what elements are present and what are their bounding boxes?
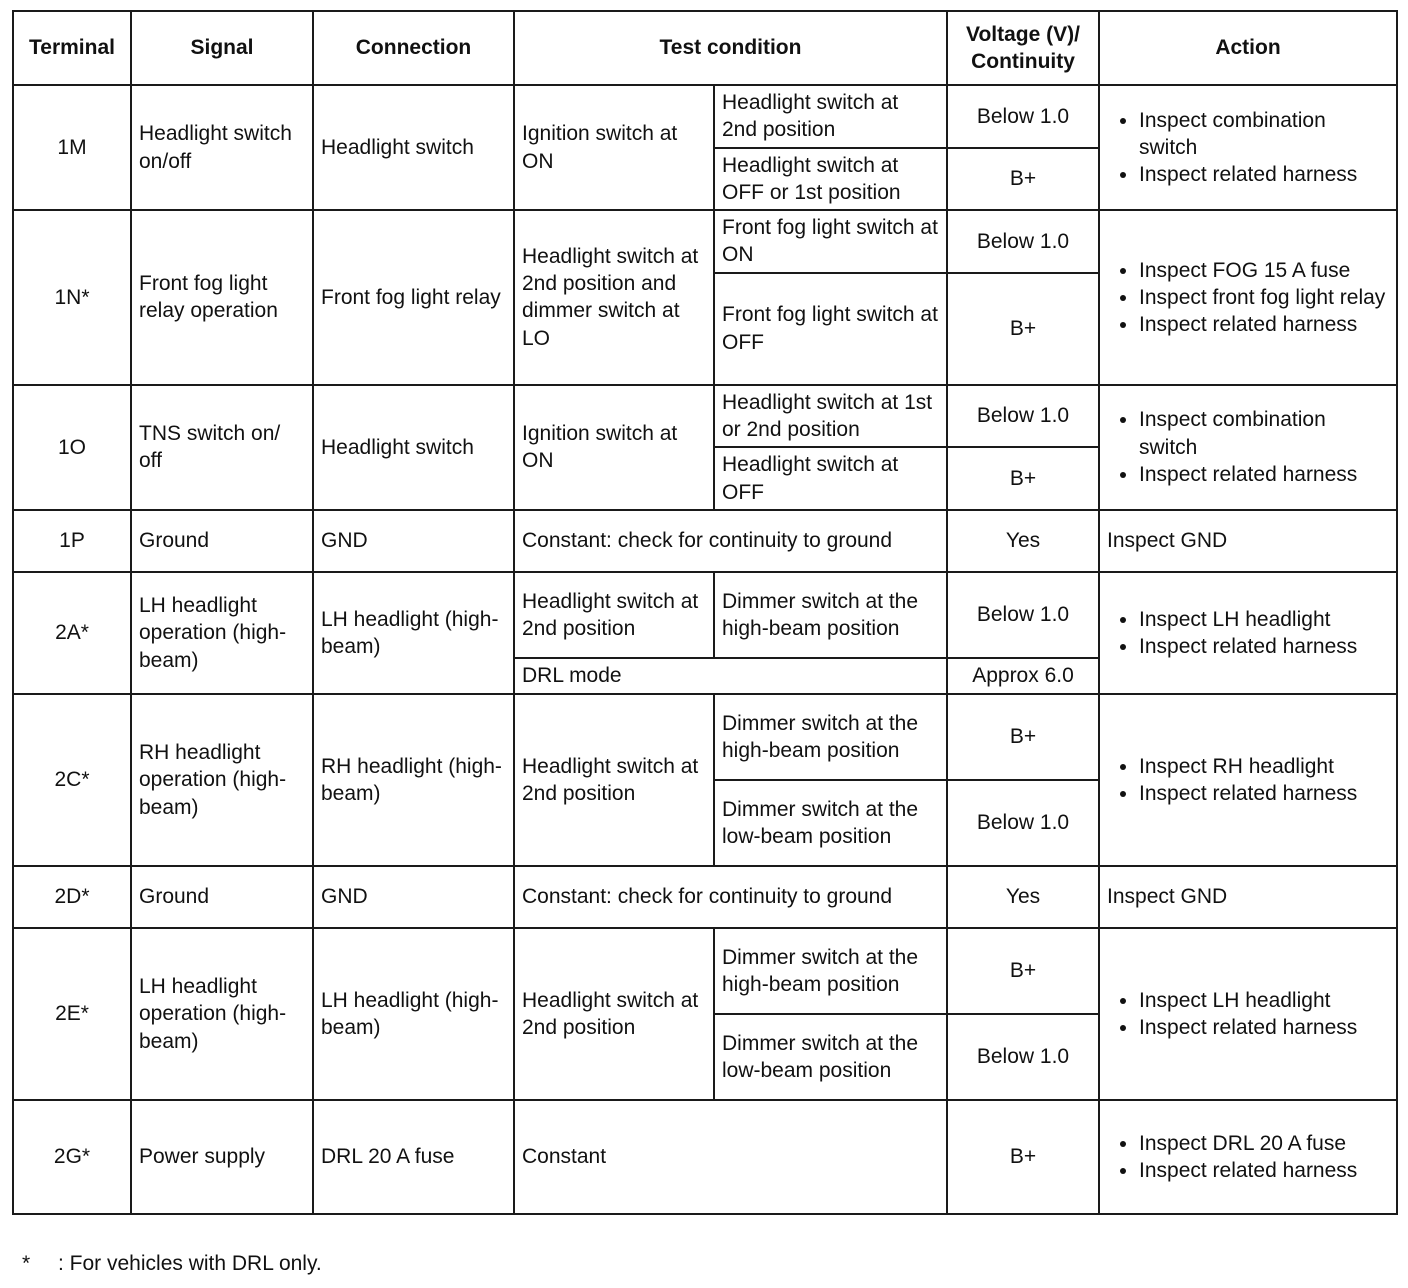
action-item: • Inspect related harness [1139,633,1389,660]
signal-cell: Ground [131,866,313,928]
action-item: • Inspect front fog light relay [1139,284,1389,311]
condition-cell: Ignition switch at ON [514,85,714,210]
connection-cell: LH headlight (high-beam) [313,572,514,694]
sub-condition-cell: Headlight switch at OFF [714,447,947,510]
condition-cell: Constant: check for continuity to ground [514,866,947,928]
table-row [13,210,1397,273]
signal-cell: Headlight switch on/off [131,85,313,210]
terminal-cell: 2A* [13,572,131,694]
action-cell [1099,85,1397,210]
sub-condition-cell: Front fog light switch at OFF [714,273,947,385]
condition-cell: Constant: check for continuity to ground [514,510,947,572]
header-row [13,11,1397,85]
table-row [13,510,1397,572]
header-signal: Signal [131,11,313,85]
condition-cell: Headlight switch at 2nd position and dimmer switch at LO [514,210,714,385]
action-list [1107,753,1389,808]
action-list [1107,107,1389,189]
connection-cell: GND [313,510,514,572]
sub-condition-cell: Dimmer switch at the low-beam position [714,1014,947,1100]
action-item: • Inspect related harness [1139,1014,1389,1041]
footnote [22,1252,322,1276]
voltage-cell: Below 1.0 [947,1014,1099,1100]
action-item: • Inspect related harness [1139,461,1389,488]
terminal-cell: 2G* [13,1100,131,1214]
voltage-cell: Below 1.0 [947,385,1099,448]
condition-cell: Ignition switch at ON [514,385,714,510]
action-cell [1099,928,1397,1100]
action-cell [1099,385,1397,510]
action-cell [1099,572,1397,694]
connection-cell: DRL 20 A fuse [313,1100,514,1214]
action-item: • Inspect related harness [1139,311,1389,338]
sub-condition-cell: Dimmer switch at the high-beam position [714,572,947,658]
sub-condition-cell: Dimmer switch at the low-beam position [714,780,947,866]
action-item: • Inspect RH headlight [1139,753,1389,780]
action-cell [1099,210,1397,385]
table-row [13,866,1397,928]
terminal-cell: 1O [13,385,131,510]
action-item: • Inspect related harness [1139,780,1389,807]
signal-cell: Power supply [131,1100,313,1214]
voltage-cell: Below 1.0 [947,210,1099,273]
connection-cell: GND [313,866,514,928]
voltage-cell: Approx 6.0 [947,658,1099,694]
voltage-cell: B+ [947,273,1099,385]
header-action: Action [1099,11,1397,85]
header-connection: Connection [313,11,514,85]
action-cell: Inspect GND [1099,866,1397,928]
voltage-cell: B+ [947,928,1099,1014]
action-item: • Inspect LH headlight [1139,606,1389,633]
sub-condition-cell: Dimmer switch at the high-beam position [714,928,947,1014]
footnote-text: : For vehicles with DRL only. [58,1252,322,1275]
condition-cell: Headlight switch at 2nd position [514,572,714,658]
action-cell: Inspect GND [1099,510,1397,572]
action-cell [1099,1100,1397,1214]
voltage-cell: B+ [947,1100,1099,1214]
action-list [1107,987,1389,1042]
voltage-cell: B+ [947,148,1099,211]
action-list [1107,606,1389,661]
table-row [13,1100,1397,1214]
header-voltage: Voltage (V)/ Continuity [947,11,1099,85]
connection-cell: RH headlight (high-beam) [313,694,514,866]
signal-cell: RH headlight operation (high-beam) [131,694,313,866]
table-row [13,694,1397,780]
condition-cell: Constant [514,1100,947,1214]
action-item: • Inspect related harness [1139,1157,1389,1184]
connection-cell: Headlight switch [313,85,514,210]
terminal-cell: 2E* [13,928,131,1100]
connection-cell: Front fog light relay [313,210,514,385]
table-row [13,385,1397,448]
voltage-cell: Yes [947,510,1099,572]
action-item: • Inspect related harness [1139,161,1389,188]
sub-condition-cell: Dimmer switch at the high-beam position [714,694,947,780]
action-list [1107,257,1389,339]
table-row [13,928,1397,1014]
terminal-cell: 2C* [13,694,131,866]
action-list [1107,1130,1389,1185]
header-terminal: Terminal [13,11,131,85]
action-list [1107,406,1389,488]
signal-cell: Ground [131,510,313,572]
terminal-cell: 1P [13,510,131,572]
sub-condition-cell: Headlight switch at OFF or 1st position [714,148,947,211]
condition-cell: Headlight switch at 2nd position [514,928,714,1100]
action-item: • Inspect combination switch [1139,107,1389,162]
voltage-cell: Yes [947,866,1099,928]
terminal-cell: 1M [13,85,131,210]
condition-cell: DRL mode [514,658,947,694]
voltage-cell: B+ [947,694,1099,780]
signal-cell: Front fog light relay operation [131,210,313,385]
action-item: • Inspect FOG 15 A fuse [1139,257,1389,284]
footnote-asterisk: * [22,1252,31,1275]
sub-condition-cell: Headlight switch at 2nd position [714,85,947,148]
sub-condition-cell: Headlight switch at 1st or 2nd position [714,385,947,448]
voltage-cell: Below 1.0 [947,85,1099,148]
signal-cell: LH headlight operation (high-beam) [131,928,313,1100]
voltage-cell: B+ [947,447,1099,510]
connection-cell: Headlight switch [313,385,514,510]
action-item: • Inspect LH headlight [1139,987,1389,1014]
signal-cell: TNS switch on/ off [131,385,313,510]
sub-condition-cell: Front fog light switch at ON [714,210,947,273]
terminal-cell: 1N* [13,210,131,385]
signal-cell: LH headlight operation (high-beam) [131,572,313,694]
action-item: • Inspect combination switch [1139,406,1389,461]
action-item: • Inspect DRL 20 A fuse [1139,1130,1389,1157]
action-cell [1099,694,1397,866]
voltage-cell: Below 1.0 [947,572,1099,658]
voltage-cell: Below 1.0 [947,780,1099,866]
terminal-inspection-table [12,10,1398,1215]
table-row [13,85,1397,148]
table-row [13,572,1397,658]
terminal-cell: 2D* [13,866,131,928]
header-test-condition: Test condition [514,11,947,85]
connection-cell: LH headlight (high-beam) [313,928,514,1100]
condition-cell: Headlight switch at 2nd position [514,694,714,866]
